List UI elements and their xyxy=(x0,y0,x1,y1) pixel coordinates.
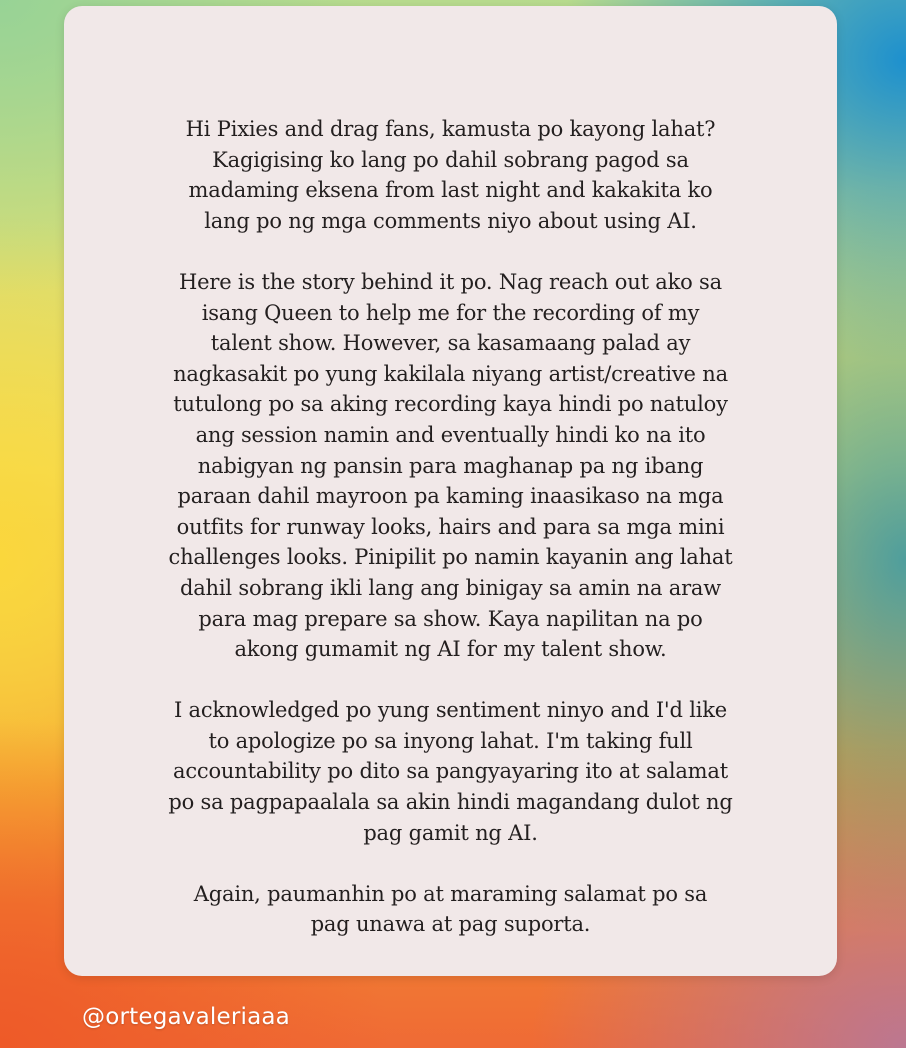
text-line: nagkasakit po yung kakilala niyang artist/creative na xyxy=(173,361,728,386)
text-line: ang session namin and eventually hindi ko na ito xyxy=(195,422,706,447)
paragraph-greeting xyxy=(134,114,767,236)
story-card xyxy=(64,6,837,976)
text-line: outfits for runway looks, hairs and para sa mga mini xyxy=(176,514,725,539)
text-line: dahil sobrang ikli lang ang binigay sa amin na araw xyxy=(179,575,722,600)
text-line: akong gumamit ng AI for my talent show. xyxy=(234,637,667,662)
text-line: Again, paumanhin po at maraming salamat po sa xyxy=(193,881,708,906)
text-line: pag unawa at pag suporta. xyxy=(310,912,591,937)
text-line: tutulong po sa aking recording kaya hindi po natuloy xyxy=(173,392,728,417)
text-line: Here is the story behind it po. Nag reach out ako sa xyxy=(179,269,722,294)
text-line: accountability po dito sa pangyayaring ito at salamat xyxy=(173,759,728,784)
text-line: para mag prepare sa show. Kaya napilitan na po xyxy=(198,606,703,631)
text-line: lang po ng mga comments niyo about using AI. xyxy=(204,208,697,233)
mention-handle[interactable]: @ortegavaleriaaa xyxy=(82,1004,290,1030)
statement-text xyxy=(64,114,837,971)
text-line: po sa pagpapaalala sa akin hindi magandang dulot ng xyxy=(168,790,733,815)
text-line: challenges looks. Pinipilit po namin kayanin ang lahat xyxy=(168,545,733,570)
text-line: nabigyan ng pansin para maghanap pa ng ibang xyxy=(197,453,704,478)
text-line: talent show. However, sa kasamaang palad ay xyxy=(210,331,691,356)
paragraph-closing xyxy=(134,879,767,940)
text-line: Kagigising ko lang po dahil sobrang pagod sa xyxy=(212,147,689,172)
text-line: I acknowledged po yung sentiment ninyo and I'd like xyxy=(173,698,728,723)
text-line: madaming eksena from last night and kakakita ko xyxy=(188,178,713,203)
text-line: to apologize po sa inyong lahat. I'm taking full xyxy=(208,728,693,753)
text-line: pag gamit ng AI. xyxy=(363,820,538,845)
text-line: paraan dahil mayroon pa kaming inaasikaso na mga xyxy=(177,484,724,509)
text-line: Hi Pixies and drag fans, kamusta po kayong lahat? xyxy=(185,117,716,141)
paragraph-story xyxy=(134,267,767,665)
text-line: isang Queen to help me for the recording of my xyxy=(201,300,700,325)
paragraph-apology xyxy=(134,695,767,848)
